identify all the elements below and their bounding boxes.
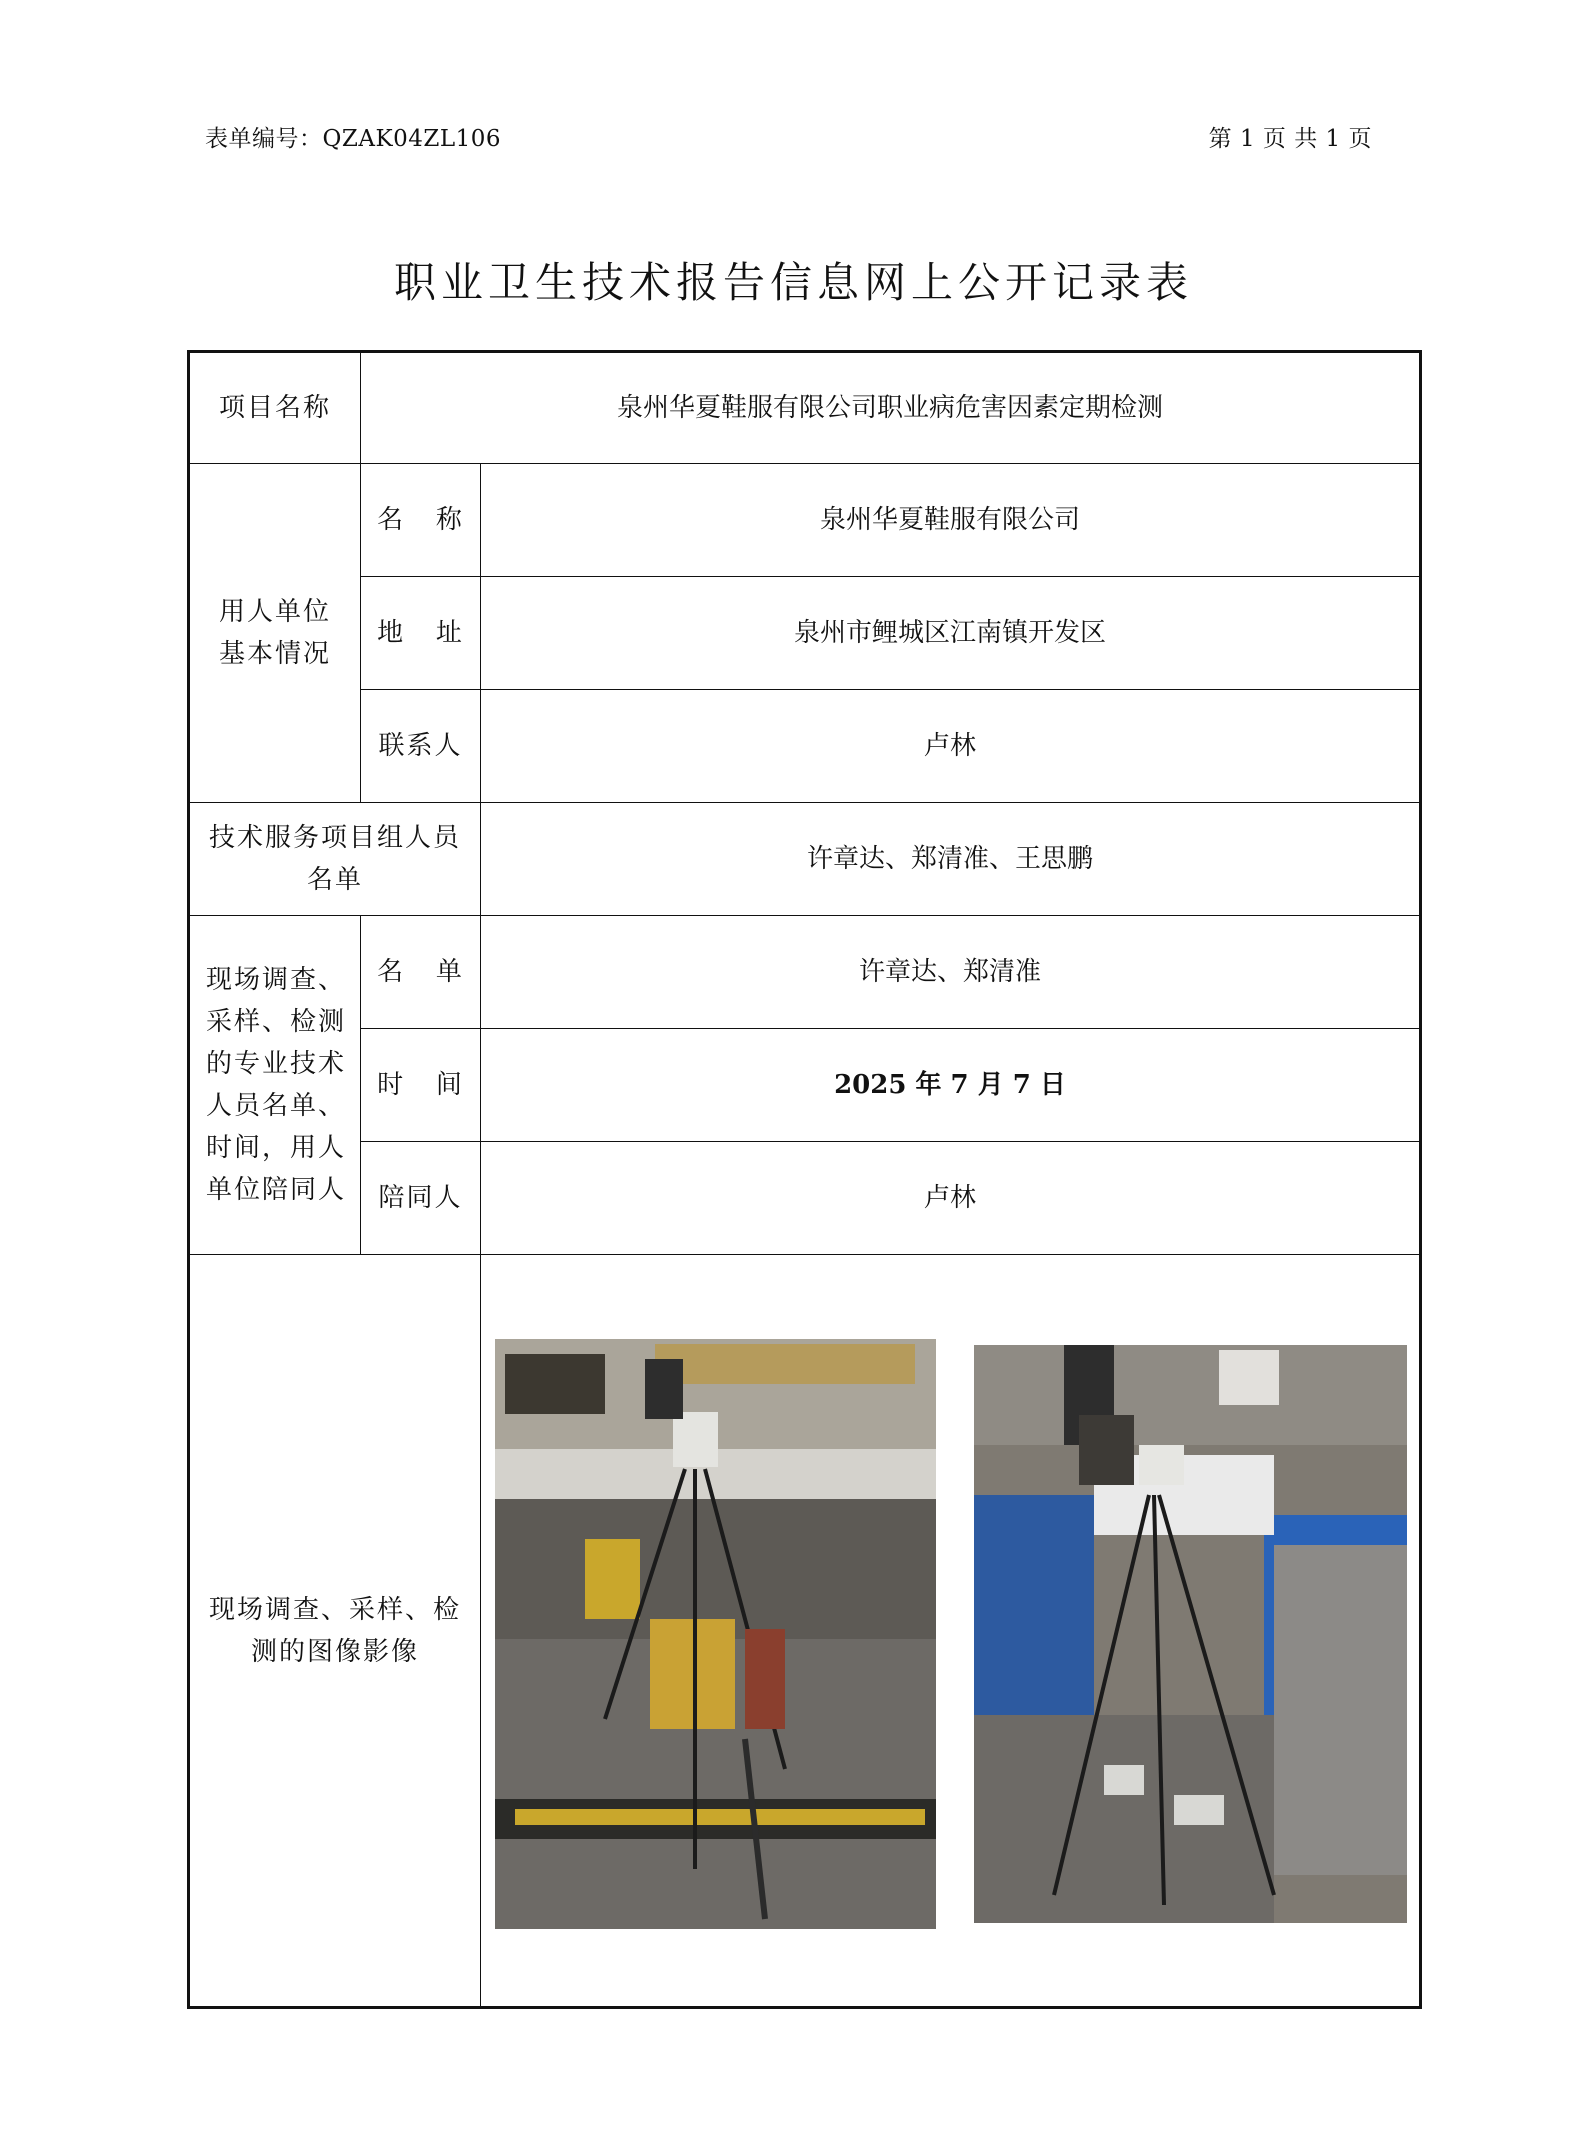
row-project-name bbox=[189, 352, 1421, 464]
row-employer-address bbox=[189, 577, 1421, 690]
page-title: 职业卫生技术报告信息网上公开记录表 bbox=[393, 258, 1193, 307]
photo-gallery bbox=[481, 1333, 1419, 1929]
employer-label-line-1: 用人单位 bbox=[218, 597, 331, 627]
row-survey-names bbox=[189, 916, 1421, 1029]
survey-time-label: 时 间 bbox=[361, 1029, 481, 1142]
row-employer-contact bbox=[189, 690, 1421, 803]
survey-companion-value: 卢林 bbox=[481, 1142, 1421, 1255]
survey-label bbox=[189, 916, 361, 1255]
team-label bbox=[189, 803, 481, 916]
row-team bbox=[189, 803, 1421, 916]
employer-contact-label: 联系人 bbox=[361, 690, 481, 803]
images-cell bbox=[481, 1255, 1421, 2008]
employer-info-label bbox=[189, 464, 361, 803]
employer-name-label: 名 称 bbox=[361, 464, 481, 577]
form-number: 表单编号：QZAK04ZL106 bbox=[205, 126, 502, 152]
team-label-line-2: 名单 bbox=[306, 865, 363, 895]
row-survey-companion bbox=[189, 1142, 1421, 1255]
survey-label-line-5: 时间，用人 bbox=[206, 1133, 347, 1163]
project-name-label: 项目名称 bbox=[189, 352, 361, 464]
record-table bbox=[187, 350, 1422, 2009]
employer-contact-value: 卢林 bbox=[481, 690, 1421, 803]
employer-address-value: 泉州市鲤城区江南镇开发区 bbox=[481, 577, 1421, 690]
survey-names-label: 名 单 bbox=[361, 916, 481, 1029]
employer-label-line-2: 基本情况 bbox=[218, 639, 331, 669]
survey-label-line-4: 人员名单、 bbox=[206, 1091, 347, 1121]
survey-time-value: 2025 年 7 月 7 日 bbox=[481, 1029, 1421, 1142]
survey-label-line-1: 现场调查、 bbox=[206, 965, 347, 995]
site-photo-1 bbox=[495, 1339, 936, 1929]
row-images bbox=[189, 1255, 1421, 2008]
team-value: 许章达、郑清准、王思鹏 bbox=[481, 803, 1421, 916]
images-label-line-2: 测的图像影像 bbox=[250, 1636, 419, 1667]
survey-label-line-6: 单位陪同人 bbox=[206, 1175, 347, 1205]
images-label-line-1: 现场调查、采样、检 bbox=[208, 1594, 461, 1625]
images-label bbox=[189, 1255, 481, 2008]
row-survey-time bbox=[189, 1029, 1421, 1142]
survey-companion-label: 陪同人 bbox=[361, 1142, 481, 1255]
site-photo-2 bbox=[974, 1345, 1407, 1923]
page-info: 第 1 页 共 1 页 bbox=[1208, 126, 1372, 152]
survey-label-line-3: 的专业技术 bbox=[206, 1049, 347, 1079]
employer-name-value: 泉州华夏鞋服有限公司 bbox=[481, 464, 1421, 577]
employer-address-label: 地 址 bbox=[361, 577, 481, 690]
project-name-value: 泉州华夏鞋服有限公司职业病危害因素定期检测 bbox=[361, 352, 1421, 464]
team-label-line-1: 技术服务项目组人员 bbox=[208, 823, 461, 853]
survey-names-value: 许章达、郑清准 bbox=[481, 916, 1421, 1029]
survey-label-line-2: 采样、检测 bbox=[206, 1007, 347, 1037]
row-employer-name bbox=[189, 464, 1421, 577]
